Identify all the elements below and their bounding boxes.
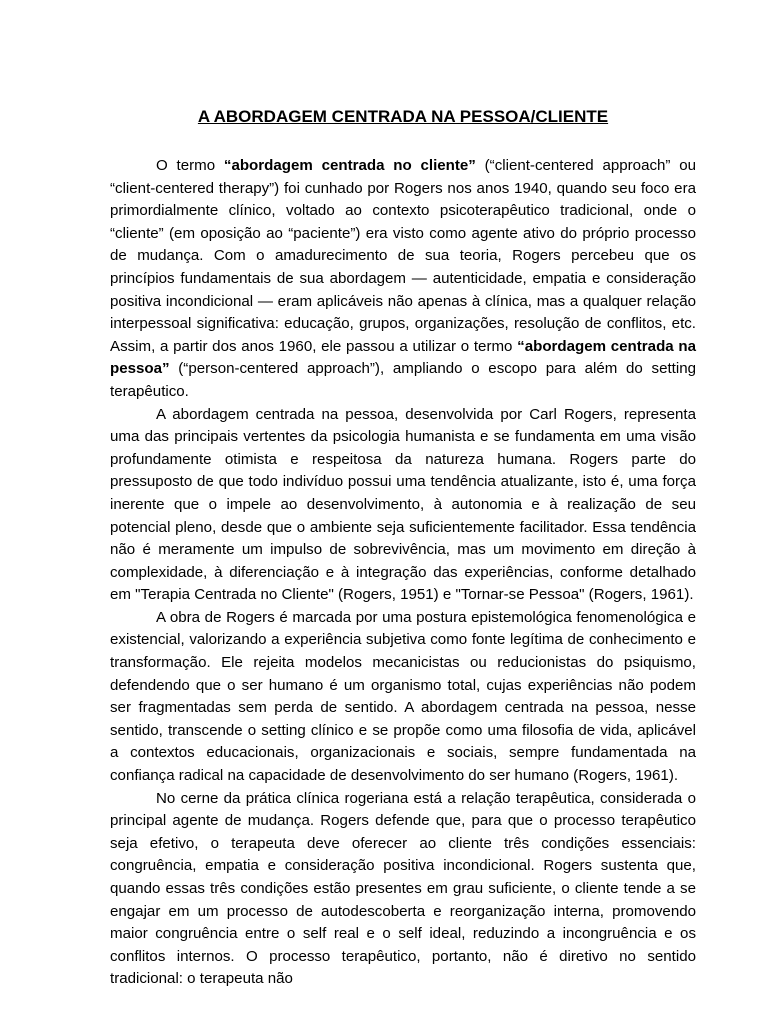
bold-term: “abordagem centrada na pessoa” bbox=[110, 337, 696, 378]
document-body bbox=[110, 155, 696, 991]
text-run: A abordagem centrada na pessoa, desenvolvida por Carl Rogers, representa uma das principais vertentes da psicologia humanista e se fundamenta em uma visão profundamente otimista e respeitosa da natureza humana. Rogers parte do pressuposto de que todo indivíduo possui uma tendência atualizante, isto é, uma força inerente que o impele ao desenvolvimento, à autonomia e à realização de seu potencial pleno, desde que o ambiente seja suficientemente facilitador. Essa tendência não é meramente um impulso de sobrevivência, mas um movimento em direção à complexidade, à diferenciação e à integração das experiências, conforme detalhado em "Terapia Centrada no Cliente" (Rogers, 1951) e "Tornar-se Pessoa" (Rogers, 1961). bbox=[110, 405, 696, 604]
text-run: No cerne da prática clínica rogeriana está a relação terapêutica, considerada o principal agente de mudança. Rogers defende que, para que o processo terapêutico seja efetivo, o terapeuta deve oferecer ao cliente três condições essenciais: congruência, empatia e consideração positiva incondicional. Rogers sustenta que, quando essas três condições estão presentes em grau suficiente, o cliente tende a se engajar em um processo de autodescoberta e reorganização interna, promovendo maior congruência entre o self real e o self ideal, reduzindo a incongruência e os conflitos internos. O processo terapêutico, portanto, não é diretivo no sentido tradicional: o terapeuta não bbox=[110, 789, 696, 988]
paragraph bbox=[110, 607, 696, 788]
text-run: (“person-centered approach”), ampliando o escopo para além do setting terapêutico. bbox=[110, 360, 696, 400]
text-run: (“client-centered approach” ou “client-centered therapy”) foi cunhado por Rogers nos anos 1940, quando seu foco era primordialmente clínico, voltado ao contexto psicoterapêutico tradicional, onde o “cliente” (em oposição ao “paciente”) era visto como agente ativo do próprio processo de mudança. Com o amadurecimento de sua teoria, Rogers percebeu que os princípios fundamentais de sua abordagem — autenticidade, empatia e consideração positiva incondicional — eram aplicáveis não apenas à clínica, mas a qualquer relação interpessoal significativa: educação, grupos, organizações, resolução de conflitos, etc. Assim, a partir dos anos 1960, ele passou a utilizar o termo bbox=[110, 157, 697, 355]
document-title: A ABORDAGEM CENTRADA NA PESSOA/CLIENTE bbox=[197, 107, 609, 126]
paragraph bbox=[110, 788, 696, 991]
paragraph bbox=[110, 404, 696, 607]
text-run: A obra de Rogers é marcada por uma postura epistemológica fenomenológica e existencial, valorizando a experiência subjetiva como fonte legítima de conhecimento e transformação. Ele rejeita modelos mecanicistas ou reducionistas do psiquismo, defendendo que o ser humano é um organismo total, cujas experiências não podem ser fragmentadas sem perda de sentido. A abordagem centrada na pessoa, nesse sentido, transcende o setting clínico e se propõe como uma filosofia de vida, aplicável a contextos educacionais, organizacionais e sociais, sempre fundamentada na confiança radical na capacidade de desenvolvimento do ser humano (Rogers, 1961). bbox=[110, 608, 696, 785]
bold-term: “abordagem centrada no cliente” bbox=[223, 157, 476, 174]
paragraph bbox=[110, 155, 696, 404]
document-page bbox=[110, 100, 696, 991]
text-run: O termo bbox=[156, 157, 224, 174]
